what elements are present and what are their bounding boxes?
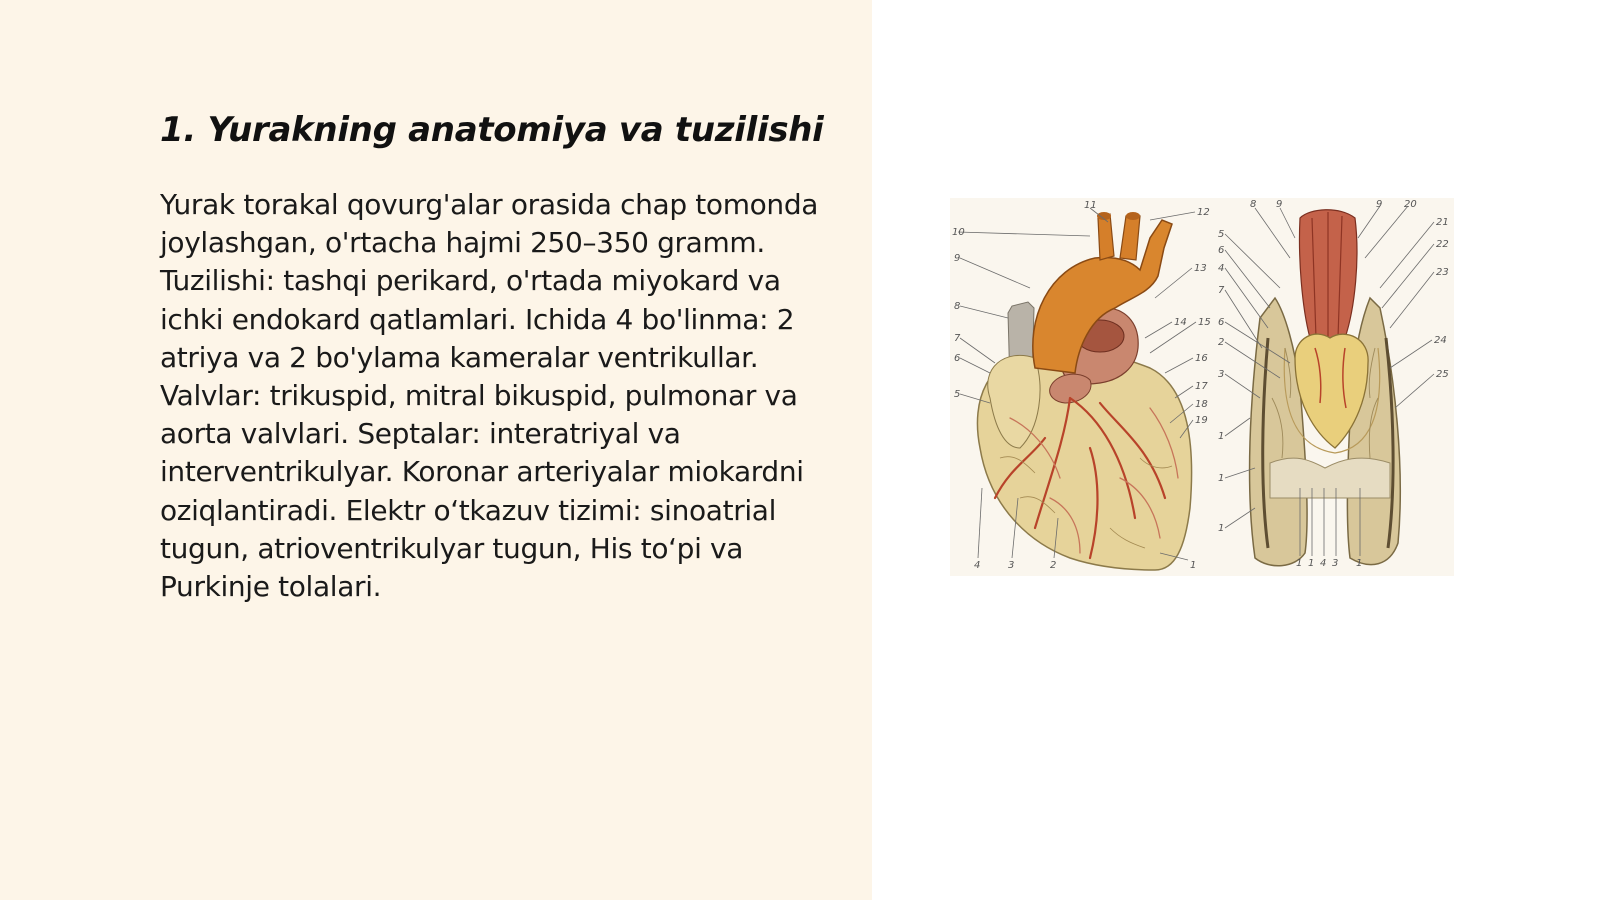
svg-text:8: 8 xyxy=(954,301,961,312)
svg-text:9: 9 xyxy=(1376,199,1383,210)
svg-text:13: 13 xyxy=(1194,263,1207,274)
svg-text:5: 5 xyxy=(954,389,961,400)
svg-text:1: 1 xyxy=(1296,558,1303,569)
heart-anatomy-illustration xyxy=(950,198,1454,576)
svg-text:12: 12 xyxy=(1197,207,1210,218)
svg-text:19: 19 xyxy=(1195,415,1208,426)
svg-text:24: 24 xyxy=(1434,335,1447,346)
slide-title: 1. Yurakning anatomiya va tuzilishi xyxy=(160,110,824,150)
svg-text:15: 15 xyxy=(1198,317,1211,328)
svg-text:2: 2 xyxy=(1050,560,1057,571)
svg-text:21: 21 xyxy=(1436,217,1449,228)
svg-text:8: 8 xyxy=(1250,199,1257,210)
svg-text:20: 20 xyxy=(1404,199,1417,210)
svg-text:17: 17 xyxy=(1195,381,1208,392)
svg-text:3: 3 xyxy=(1332,558,1339,569)
svg-text:22: 22 xyxy=(1436,239,1449,250)
svg-text:3: 3 xyxy=(1008,560,1015,571)
svg-text:18: 18 xyxy=(1195,399,1208,410)
svg-text:4: 4 xyxy=(974,560,981,571)
svg-text:9: 9 xyxy=(954,253,961,264)
svg-text:7: 7 xyxy=(954,333,961,344)
svg-text:6: 6 xyxy=(954,353,961,364)
svg-text:2: 2 xyxy=(1218,337,1225,348)
svg-text:3: 3 xyxy=(1218,369,1225,380)
svg-text:7: 7 xyxy=(1218,285,1225,296)
svg-text:1: 1 xyxy=(1218,523,1225,534)
svg-text:6: 6 xyxy=(1218,245,1225,256)
svg-text:16: 16 xyxy=(1195,353,1208,364)
svg-text:1: 1 xyxy=(1190,560,1197,571)
svg-text:4: 4 xyxy=(1320,558,1327,569)
svg-text:1: 1 xyxy=(1308,558,1315,569)
svg-text:6: 6 xyxy=(1218,317,1225,328)
svg-text:11: 11 xyxy=(1084,200,1097,211)
svg-text:23: 23 xyxy=(1436,267,1449,278)
svg-text:25: 25 xyxy=(1436,369,1449,380)
slide-body-text: Yurak torakal qovurg'alar orasida chap tomonda joylashgan, o'rtacha hajmi 250–350 gramm. Tuzilishi: tashqi perikard, o'rtada miyokard va ichki endokard qatlamlari. Ichida 4 bo'linma: 2 atriya va 2 bo'ylama kameralar ventrikullar. Valvlar: trikuspid, mitral bikuspid, pulmonar va aorta valvlari. Septalar: interatriyal va interventrikulyar. Koronar arteriyalar miokardni oziqlantiradi. Elektr o‘tkazuv tizimi: sinoatrial tugun, atrioventrikulyar tugun, His to‘pi va Purkinje tolalari. xyxy=(160,188,819,604)
svg-text:14: 14 xyxy=(1174,317,1187,328)
svg-text:10: 10 xyxy=(952,227,965,238)
svg-text:1: 1 xyxy=(1218,431,1225,442)
heart-anatomy-image xyxy=(950,198,1454,576)
svg-text:1: 1 xyxy=(1218,473,1225,484)
svg-text:5: 5 xyxy=(1218,229,1225,240)
svg-text:9: 9 xyxy=(1276,199,1283,210)
svg-text:4: 4 xyxy=(1218,263,1225,274)
svg-text:1: 1 xyxy=(1356,558,1363,569)
